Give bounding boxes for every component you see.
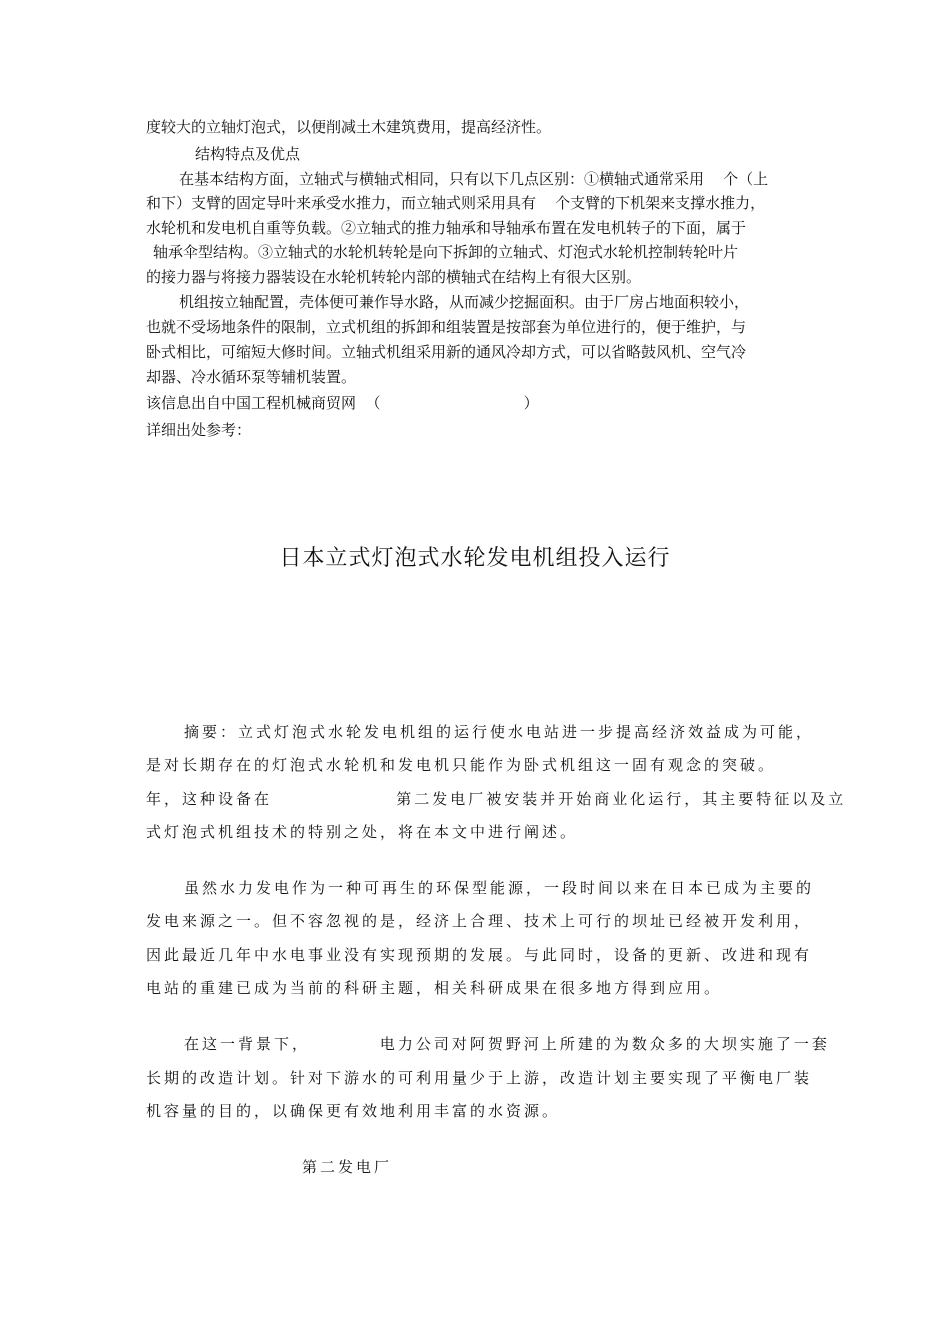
text-line: 卧式相比，可缩短大修时间。立轴式机组采用新的通风冷却方式，可以省略鼓风机、空气冷: [146, 343, 747, 361]
article-title: 日本立式灯泡式水轮发电机组投入运行: [279, 546, 671, 571]
text-line: 因此最近几年中水电事业没有实现预期的发展。与此同时，设备的更新、改进和现有: [146, 946, 813, 964]
text-line: 发电来源之一。但不容忽视的是，经济上合理、技术上可行的坝址已经被开发利用，: [146, 912, 813, 930]
text-line: 在这一背景下， 电力公司对阿贺野河上所建的为数众多的大坝实施了一套: [184, 1035, 830, 1053]
text-line: 摘要：立式灯泡式水轮发电机组的运行使水电站进一步提高经济效益成为可能，: [184, 723, 815, 741]
text-line: 是对长期存在的灯泡式水轮机和发电机只能作为卧式机组这一固有观念的突破。: [146, 756, 777, 774]
text-line: 水轮机和发电机自重等负载。②立轴式的推力轴承和导轴承布置在发电机转子的下面，属于: [146, 219, 747, 237]
text-line: 的接力器与将接力器装设在水轮机转轮内部的横轴式在结构上有很大区别。: [146, 268, 642, 286]
text-line: 度较大的立轴灯泡式，以便削减土木建筑费用，提高经济性。: [146, 118, 552, 136]
text-line: 轴承伞型结构。③立轴式的水轮机转轮是向下拆卸的立轴式、灯泡式水轮机控制转轮叶片: [153, 243, 739, 261]
text-line: 式灯泡式机组技术的特别之处，将在本文中进行阐述。: [146, 823, 579, 841]
subheading: 第二发电厂: [302, 1158, 393, 1176]
text-line: 在基本结构方面，立轴式与横轴式相同，只有以下几点区别：①横轴式通常采用 个（上: [179, 170, 769, 188]
source-line: 该信息出自中国工程机械商贸网 （ ）: [146, 394, 539, 412]
text-line: 年，这种设备在 第二发电厂被安装并开始商业化运行，其主要特征以及立: [146, 790, 847, 808]
text-line: 长期的改造计划。针对下游水的可利用量少于上游，改造计划主要实现了平衡电厂装: [146, 1069, 813, 1087]
text-line: 也就不受场地条件的限制，立式机组的拆卸和组装置是按部套为单位进行的，便于维护，与: [146, 318, 747, 336]
text-line: 和下）支臂的固定导叶来承受水推力，而立轴式则采用具有 个支臂的下机架来支撑水推力，: [146, 194, 766, 212]
text-line: 机容量的目的，以确保更有效地利用丰富的水资源。: [146, 1102, 561, 1120]
reference-line: 详细出处参考：: [146, 421, 252, 439]
text-line: 机组按立轴配置，壳体便可兼作导水路，从而减少挖掘面积。由于厂房占地面积较小，: [179, 293, 750, 311]
text-line: 虽然水力发电作为一种可再生的环保型能源，一段时间以来在日本已成为主要的: [184, 879, 815, 897]
text-line: 电站的重建已成为当前的科研主题，相关科研成果在很多地方得到应用。: [146, 979, 723, 997]
text-line: 却器、冷水循环泵等辅机装置。: [146, 368, 357, 386]
section-heading: 结构特点及优点: [195, 145, 301, 163]
